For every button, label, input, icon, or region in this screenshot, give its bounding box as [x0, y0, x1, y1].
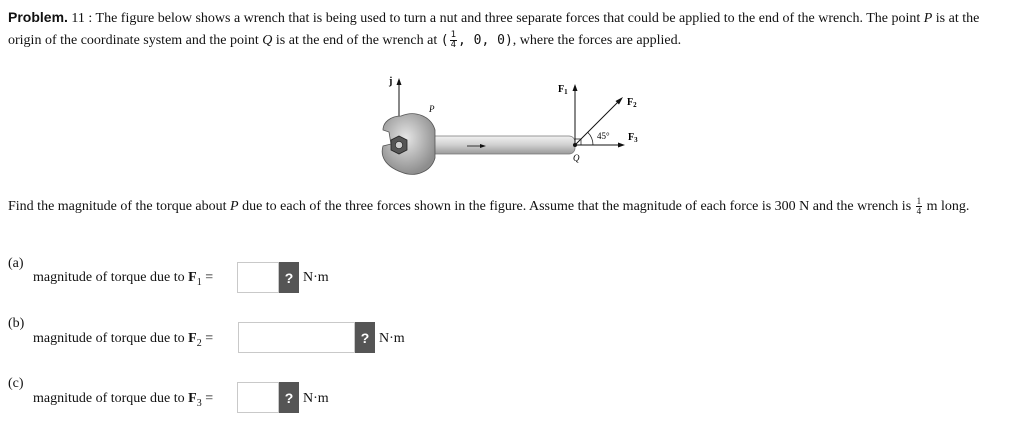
help-button-a[interactable]: ? — [279, 262, 299, 293]
problem-number: 11 : — [71, 11, 93, 26]
wrench-diagram — [375, 68, 660, 176]
coordinate: ( $\frac{1}{4}$ , 0, 0) — [440, 30, 513, 50]
fraction-quarter: $\frac{1}{4}$ — [450, 30, 456, 50]
part-b-label: (b) — [8, 316, 25, 331]
f1-arrowhead — [573, 84, 578, 91]
wrench-figure — [375, 68, 660, 176]
instr-point-p: P — [230, 199, 239, 214]
problem-text-a: The figure below shows a wrench that is being used to turn a nut and three separate forces that could be applied to the end of the wrench. The point — [95, 11, 921, 26]
help-button-b[interactable]: ? — [355, 322, 375, 353]
f2-label: $F_2$ — [627, 97, 637, 109]
p-label: P — [429, 104, 435, 114]
unit-b: N·m — [379, 331, 405, 346]
unit-a: N·m — [303, 270, 329, 285]
answer-input-b[interactable] — [238, 322, 355, 353]
part-a-question: magnitude of torque due to $F_1$ = — [33, 270, 214, 288]
part-c-question: magnitude of torque due to $F_3$ = — [33, 391, 214, 409]
j-label: j — [389, 76, 393, 87]
answer-input-a[interactable] — [237, 262, 279, 293]
wrench-shaft — [415, 136, 575, 154]
problem-text-d: , where the forces are applied. — [512, 33, 682, 48]
q-label: Q — [573, 153, 580, 163]
angle-label: 45° — [597, 131, 610, 141]
instructions: Find the magnitude of the torque about P due to each of the three forces shown in the figure. Assume that the magnitude of each force is 300 N and the wrench is $\frac{1}{4}$ m long. — [8, 196, 970, 217]
part-a-label: (a) — [8, 256, 24, 271]
angle-arc — [588, 132, 593, 145]
point-q: Q — [262, 33, 273, 48]
f3-arrowhead — [618, 143, 625, 148]
help-button-c[interactable]: ? — [279, 382, 299, 413]
j-arrowhead — [397, 78, 402, 85]
instr-fraction-quarter: $\frac{1}{4}$ — [916, 196, 922, 217]
bolt — [395, 141, 402, 148]
problem-label: Problem. — [8, 9, 68, 25]
wrench-head — [382, 114, 435, 175]
problem-text-c: is at the end of the wrench at — [275, 33, 438, 48]
answer-input-c[interactable] — [237, 382, 279, 413]
part-b-question: magnitude of torque due to $F_2$ = — [33, 331, 214, 349]
unit-c: N·m — [303, 391, 329, 406]
f3-label: $F_3$ — [628, 132, 638, 144]
point-p: P — [923, 11, 933, 26]
part-c-label: (c) — [8, 376, 24, 391]
problem-statement — [8, 6, 1008, 52]
problem-text-b: is at the origin of the coordinate system and the point — [8, 11, 980, 48]
f1-label: $F_1$ — [558, 84, 568, 96]
